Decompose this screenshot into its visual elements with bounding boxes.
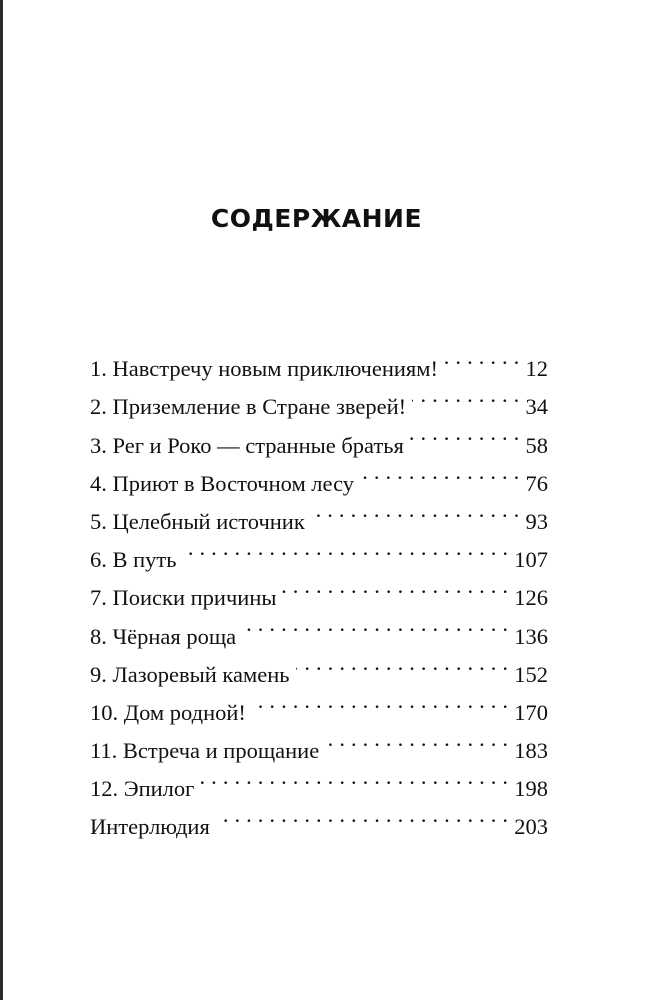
toc-entry-title: 11. Встреча и прощание [90, 738, 320, 764]
toc-entry-page: 76 [525, 470, 548, 496]
toc-entry-page: 136 [514, 623, 548, 649]
toc-dot-leader [282, 567, 508, 605]
toc-entry-title: 6. В путь [90, 547, 177, 573]
toc-dot-leader [216, 796, 508, 834]
toc-dot-leader [200, 758, 508, 796]
toc-entry-title: 8. Чёрная роща [90, 623, 237, 649]
toc-dot-leader [410, 414, 520, 452]
toc-dot-leader [183, 529, 509, 567]
toc-entry-page: 198 [514, 776, 548, 802]
table-of-contents [90, 338, 548, 840]
toc-dot-leader [444, 338, 520, 376]
toc-entry-title: 4. Приют в Восточном лесу [90, 470, 355, 496]
toc-entry-page: 93 [525, 508, 548, 534]
toc-entry-1[interactable] [90, 338, 548, 382]
toc-entry-title: 2. Приземление в Стране зверей! [90, 394, 407, 420]
toc-entry-page: 203 [514, 814, 548, 840]
toc-entry-title: 7. Поиски причины [90, 585, 277, 611]
toc-entry-title: Интерлюдия [90, 814, 210, 840]
toc-dot-leader [252, 682, 508, 720]
toc-entry-page: 12 [525, 356, 548, 382]
toc-entry-page: 183 [514, 738, 548, 764]
page-title: СОДЕРЖАНИЕ [210, 204, 423, 233]
toc-dot-leader [242, 605, 508, 643]
toc-dot-leader [360, 453, 519, 491]
toc-entry-page: 107 [514, 547, 548, 573]
toc-entry-title: 5. Целебный источник [90, 508, 305, 534]
toc-entry-page: 152 [514, 661, 548, 687]
toc-dot-leader [412, 376, 519, 414]
toc-entry-title: 1. Навстречу новым приключениям! [90, 356, 438, 382]
toc-entry-page: 126 [514, 585, 548, 611]
toc-entry-page: 58 [525, 432, 548, 458]
toc-entry-title: 3. Рег и Роко — странные братья [90, 432, 404, 458]
toc-dot-leader [296, 644, 509, 682]
toc-entry-title: 9. Лазоревый камень [90, 661, 290, 687]
toc-dot-leader [311, 491, 520, 529]
toc-entry-page: 170 [514, 699, 548, 725]
toc-entry-title: 10. Дом родной! [90, 699, 246, 725]
toc-dot-leader [325, 720, 508, 758]
toc-entry-page: 34 [525, 394, 548, 420]
toc-entry-title: 12. Эпилог [90, 776, 195, 802]
page-edge-border [0, 0, 3, 1000]
